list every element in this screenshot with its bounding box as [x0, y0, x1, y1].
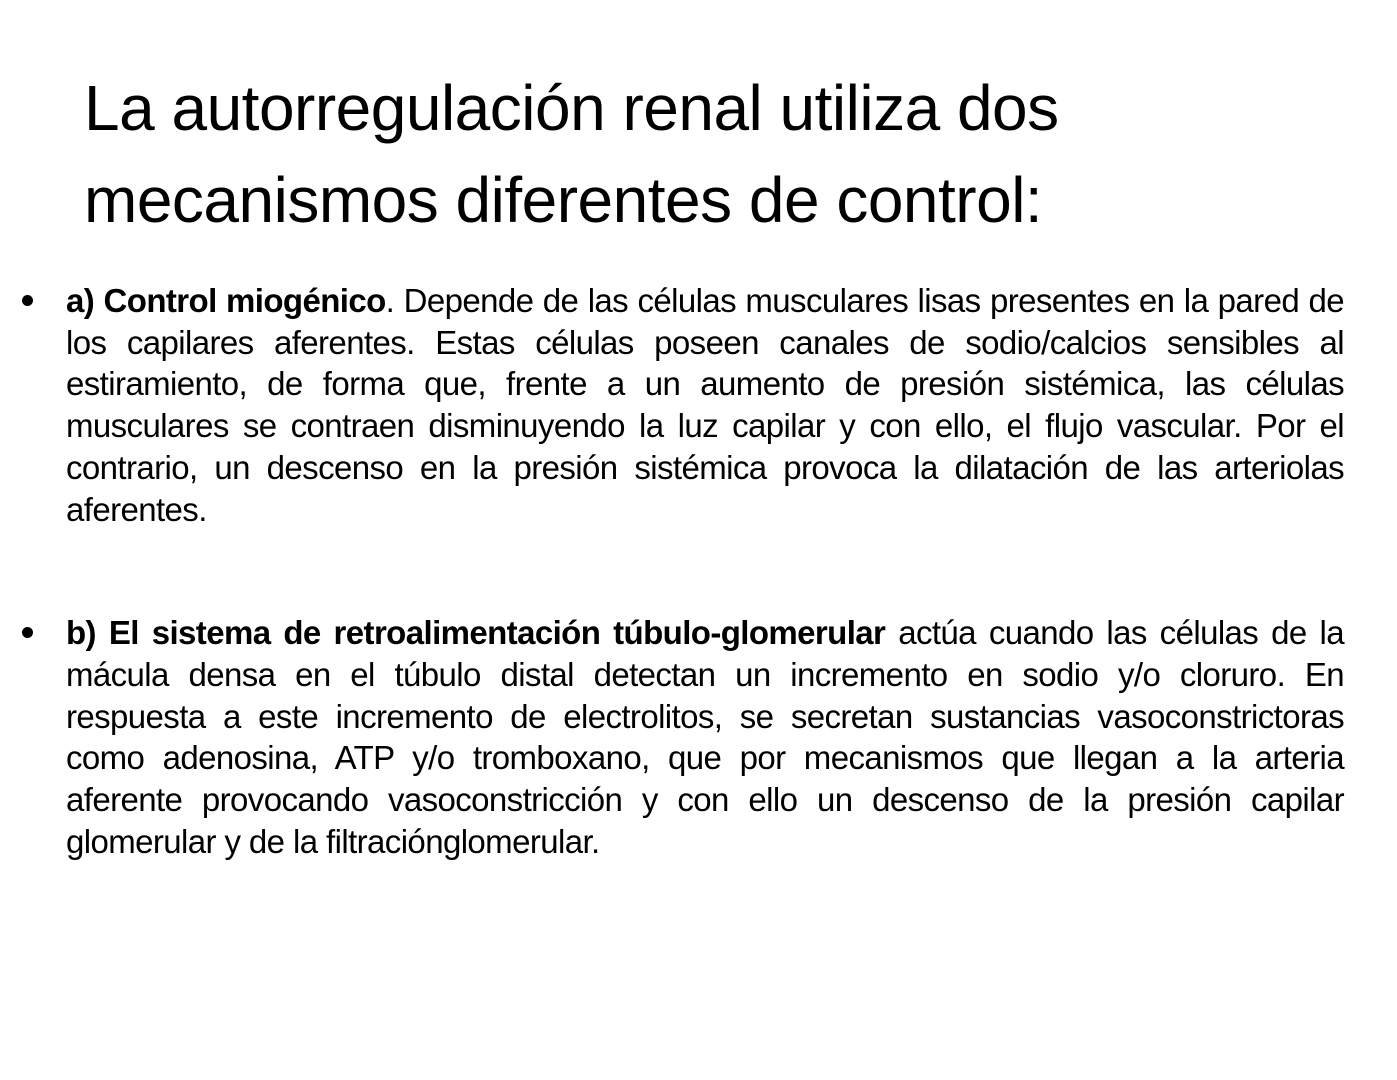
bullet-text: . Depende de las células musculares lisas presentes en la pared de los capilares aferentes. Estas células poseen canales de sodio/calcios sensibles al estiramiento, de forma que, frente a un aumento de presión sistémica, las células musculares se contraen disminuyendo la luz capilar y con ello, el flujo vascular. Por el contrario, un descenso en la presión sistémica provoca la dilatación de las arteriolas aferentes.	[66, 282, 1344, 528]
bullet-dot-icon	[22, 627, 33, 638]
bullet-dot-icon	[22, 295, 33, 306]
bullet-text: actúa cuando las células de la mácula densa en el túbulo distal detectan un incremento en sodio y/o cloruro. En respuesta a este incremento de electrolitos, se secretan sustancias vasoconstrictoras como adenosina, ATP y/o tromboxano, que por mecanismos que llegan a la arteria aferente provocando vasoconstricción y con ello un descenso de la presión capilar glomerular y de la filtraciónglomerular.	[66, 614, 1345, 860]
bullet-list	[0, 280, 1397, 862]
bullet-lead: b) El sistema de retroalimentación túbulo-glomerular	[66, 614, 886, 652]
bullet-item-tubuloglomerular-feedback	[0, 612, 1344, 862]
bullet-lead: a) Control miogénico	[66, 282, 386, 319]
bullet-item-myogenic-control	[0, 280, 1344, 530]
slide-title: La autorregulación renal utiliza dos mecanismos diferentes de control:	[84, 72, 1059, 236]
